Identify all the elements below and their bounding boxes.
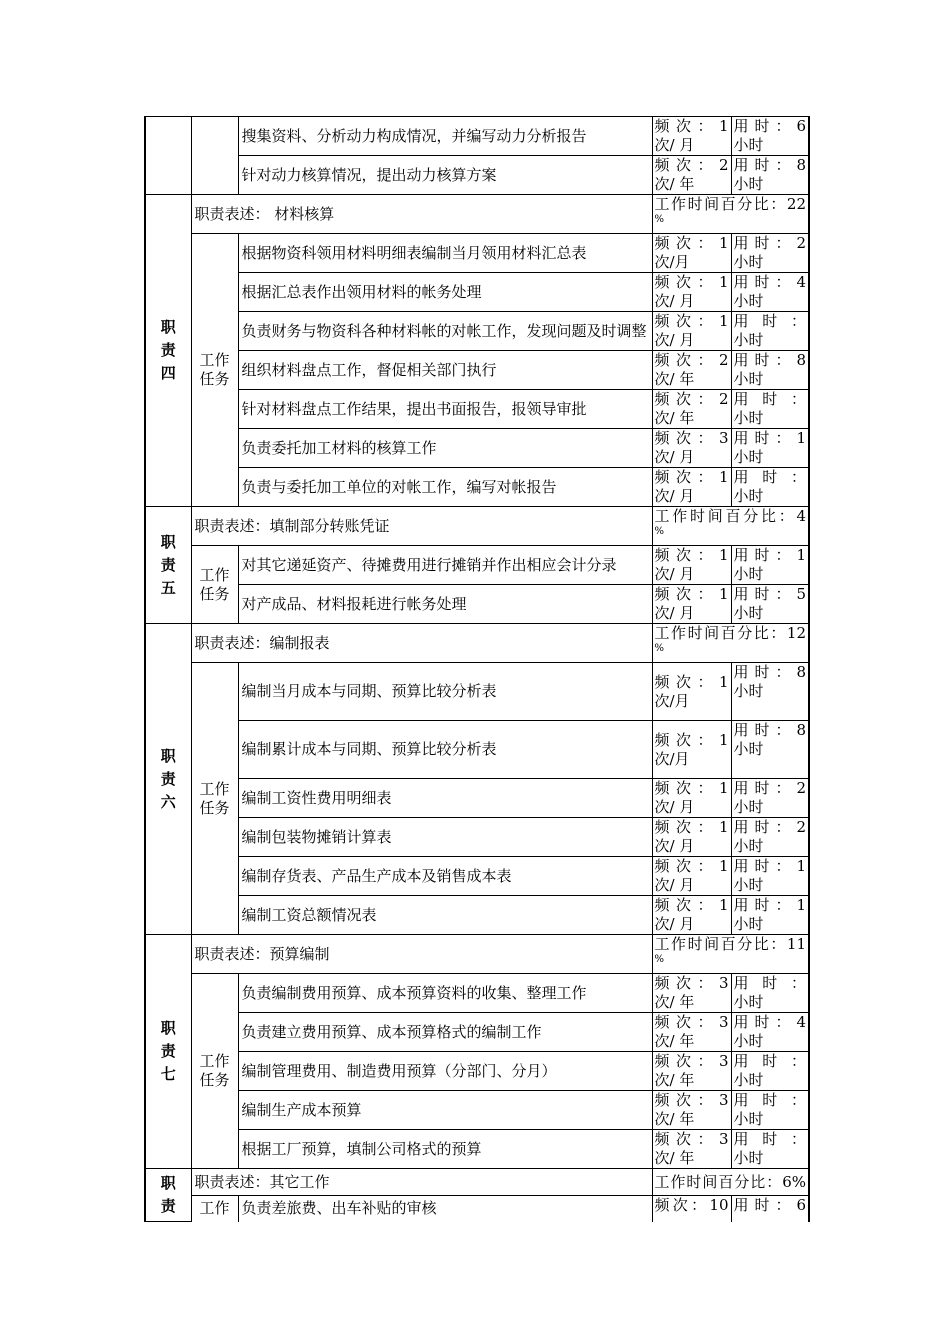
duty-label-char: 责 — [160, 341, 176, 359]
table-row — [145, 273, 809, 312]
table-row — [145, 818, 809, 857]
task-text: 编制工资总额情况表 — [238, 896, 652, 935]
frequency-cell — [652, 312, 731, 351]
frequency-value: 频 次 ： 1 — [654, 730, 729, 749]
time-cell — [731, 117, 809, 156]
frequency-cell — [652, 468, 731, 507]
frequency-unit: 次/ 年 — [654, 1110, 695, 1128]
time-cell — [731, 857, 809, 896]
frequency-unit: 次/ 月 — [654, 565, 695, 583]
frequency-cell — [652, 273, 731, 312]
table-row — [145, 1130, 809, 1169]
frequency-cell — [652, 857, 731, 896]
frequency-value: 频 次 ： 3 — [654, 1130, 729, 1148]
duty-label — [145, 1169, 191, 1222]
task-text: 编制生产成本预算 — [238, 1091, 652, 1130]
frequency-cell — [652, 1130, 731, 1169]
table-row — [145, 351, 809, 390]
table-row — [145, 1091, 809, 1130]
time-cell — [731, 429, 809, 468]
work-task-text: 工作任务 — [199, 565, 230, 603]
frequency-cell — [652, 351, 731, 390]
frequency-unit: 次/ 月 — [654, 136, 695, 154]
frequency-unit: 次/ 月 — [654, 292, 695, 310]
table-row — [145, 156, 809, 195]
frequency-unit: 次/ 月 — [654, 487, 695, 505]
task-text: 编制工资性费用明细表 — [238, 779, 652, 818]
duty-label-char: 职 — [160, 318, 176, 336]
table-row — [145, 429, 809, 468]
frequency-value: 频 次 ： 1 — [654, 896, 729, 914]
frequency-unit: 次/ 月 — [654, 876, 695, 894]
table-row — [145, 1052, 809, 1091]
frequency-cell — [652, 390, 731, 429]
time-cell — [731, 818, 809, 857]
duty-label — [145, 935, 191, 1169]
time-value: 用 时 ： — [733, 1130, 806, 1148]
time-value: 用 时 ： — [733, 390, 806, 408]
time-cell — [731, 234, 809, 273]
frequency-cell — [652, 974, 731, 1013]
time-percentage — [652, 1169, 809, 1196]
time-value: 用 时 ： 1 — [733, 896, 806, 914]
time-percentage-value: 工作时间百分比：12 — [654, 624, 806, 642]
task-text: 编制累计成本与同期、预算比较分析表 — [238, 721, 652, 779]
table-row — [145, 390, 809, 429]
frequency-cell — [652, 663, 731, 721]
time-unit: 小时 — [733, 487, 764, 505]
frequency-unit: 次/月 — [654, 691, 690, 710]
frequency-unit: 次/ 月 — [654, 798, 695, 816]
work-task-text: 工作任务 — [199, 351, 230, 388]
time-unit: 小时 — [733, 565, 764, 583]
time-value: 用 时 ： 4 — [733, 1013, 806, 1031]
duty-table — [144, 116, 810, 1222]
task-text: 针对材料盘点工作结果，提出书面报告，报领导审批 — [238, 390, 652, 429]
task-text: 对其它递延资产、待摊费用进行摊销并作出相应会计分录 — [238, 546, 652, 585]
frequency-cell — [652, 156, 731, 195]
frequency-unit: 次/月 — [654, 253, 690, 271]
frequency-value: 频 次 ： 1 — [654, 546, 729, 564]
task-text: 负责差旅费、出车补贴的审核 — [238, 1196, 652, 1222]
table-row — [145, 546, 809, 585]
frequency-value: 频 次 ： 3 — [654, 974, 729, 992]
duty-label-char: 职 — [160, 532, 176, 551]
duty-label-char: 职 — [160, 746, 176, 765]
duty-label-char: 责 — [160, 555, 176, 574]
frequency-unit: 次/ 年 — [654, 993, 695, 1011]
time-value: 用 时 ： 1 — [733, 429, 806, 447]
task-text: 根据工厂预算，填制公司格式的预算 — [238, 1130, 652, 1169]
task-text: 针对动力核算情况，提出动力核算方案 — [238, 156, 652, 195]
frequency-value: 频 次 ： 1 — [654, 857, 729, 875]
duty-description: 职责表述：预算编制 — [191, 935, 652, 974]
frequency-value: 频 次 ： 1 — [654, 234, 729, 252]
table-row — [145, 312, 809, 351]
frequency-cell — [652, 896, 731, 935]
frequency-cell — [652, 1091, 731, 1130]
time-cell — [731, 974, 809, 1013]
task-text: 负责与委托加工单位的对帐工作，编写对帐报告 — [238, 468, 652, 507]
frequency-value: 频 次 ： 2 — [654, 390, 729, 408]
time-unit: 小时 — [733, 915, 764, 933]
time-percentage-value: 工作时间百分比：22 — [654, 195, 806, 213]
duty-label-char: 四 — [160, 364, 176, 382]
time-percentage — [652, 935, 809, 974]
time-cell — [731, 273, 809, 312]
time-unit: 小时 — [733, 292, 764, 310]
time-cell — [731, 1130, 809, 1169]
time-cell — [731, 896, 809, 935]
time-unit: 小时 — [733, 837, 764, 855]
frequency-unit: 次/ 月 — [654, 331, 695, 349]
table-row — [145, 663, 809, 721]
frequency-cell — [652, 117, 731, 156]
duty-description: 职责表述：其它工作 — [191, 1169, 652, 1196]
time-cell — [731, 351, 809, 390]
task-text: 编制存货表、产品生产成本及销售成本表 — [238, 857, 652, 896]
frequency-unit: 次/ 月 — [654, 837, 695, 855]
time-percentage-value: 工作时间百分比：4 — [654, 507, 806, 525]
duty-description-row — [145, 935, 809, 974]
frequency-unit: 次/ 年 — [654, 370, 695, 388]
time-value: 用 时 ： 1 — [733, 857, 806, 875]
work-task-label — [191, 234, 238, 507]
time-value: 用 时 ： 8 — [733, 351, 806, 369]
frequency-unit: 次/ 月 — [654, 604, 695, 622]
time-cell — [731, 468, 809, 507]
work-task-label — [191, 117, 238, 195]
table-row — [145, 857, 809, 896]
work-task-label: 工作 — [191, 1196, 238, 1222]
task-text: 编制当月成本与同期、预算比较分析表 — [238, 663, 652, 721]
time-cell — [731, 585, 809, 624]
frequency-value: 频 次 ： 1 — [654, 672, 729, 691]
time-percentage-unit: % — [654, 214, 665, 225]
time-cell — [731, 156, 809, 195]
frequency-value: 频 次 ： 3 — [654, 1013, 729, 1031]
time-cell — [731, 1052, 809, 1091]
duty-label-char: 职 — [160, 1019, 176, 1037]
time-cell — [731, 390, 809, 429]
frequency-unit: 次/ 年 — [654, 1071, 695, 1089]
time-value: 用 时 ： 1 — [733, 546, 806, 564]
time-unit: 小时 — [733, 798, 764, 816]
time-value: 用 时 ： 2 — [733, 779, 806, 797]
time-cell — [731, 779, 809, 818]
duty-label-char: 五 — [160, 578, 176, 597]
time-percentage-unit: % — [654, 526, 665, 537]
work-task-label — [191, 546, 238, 624]
time-percentage — [652, 624, 809, 663]
time-value: 用 时 ： 8 — [733, 721, 806, 739]
duty-label-char: 六 — [160, 792, 176, 811]
time-value: 用 时 ： — [733, 468, 806, 486]
time-percentage — [652, 195, 809, 234]
duty-label — [145, 117, 191, 195]
time-value: 用 时 ： — [733, 312, 806, 330]
frequency-value: 频 次 ： 1 — [654, 273, 729, 291]
frequency-cell — [652, 546, 731, 585]
time-unit: 小时 — [733, 253, 764, 271]
frequency-value: 频 次 ： 1 — [654, 312, 729, 330]
table-row — [145, 974, 809, 1013]
time-value: 用 时 ： 5 — [733, 585, 806, 603]
frequency-value: 频 次 ： 3 — [654, 1091, 729, 1109]
frequency-unit: 次/ 年 — [654, 1032, 695, 1050]
table-row — [145, 234, 809, 273]
duty-label — [145, 195, 191, 507]
frequency-unit: 次/ 年 — [654, 409, 695, 427]
frequency-value: 频 次 ： 1 — [654, 779, 729, 797]
time-value: 用 时 ： — [733, 1091, 806, 1109]
time-value: 用 时 ： 8 — [733, 663, 806, 681]
time-percentage-unit: % — [654, 954, 665, 965]
duty-label — [145, 507, 191, 624]
duty-label-char: 职 — [160, 1174, 176, 1192]
frequency-cell — [652, 585, 731, 624]
duty-label-char: 责 — [160, 1042, 176, 1060]
time-unit: 小时 — [733, 740, 764, 758]
time-value: 用 时 ： 2 — [733, 818, 806, 836]
time-unit: 小时 — [733, 1071, 764, 1089]
duty-label-char: 责 — [160, 1197, 176, 1215]
task-text: 负责委托加工材料的核算工作 — [238, 429, 652, 468]
frequency-cell — [652, 1196, 731, 1222]
frequency-unit: 次/ 年 — [654, 1149, 695, 1167]
frequency-value: 频 次 ： 2 — [654, 156, 729, 174]
table-row — [145, 779, 809, 818]
frequency-value: 频 次 ： 2 — [654, 351, 729, 369]
duty-description: 职责表述：填制部分转账凭证 — [191, 507, 652, 546]
task-text: 编制包装物摊销计算表 — [238, 818, 652, 857]
task-text: 根据汇总表作出领用材料的帐务处理 — [238, 273, 652, 312]
task-text: 组织材料盘点工作，督促相关部门执行 — [238, 351, 652, 390]
table-row — [145, 117, 809, 156]
task-text: 负责编制费用预算、成本预算资料的收集、整理工作 — [238, 974, 652, 1013]
task-text: 对产成品、材料报耗进行帐务处理 — [238, 585, 652, 624]
table-row — [145, 1196, 809, 1222]
task-text: 搜集资料、分析动力构成情况，并编写动力分析报告 — [238, 117, 652, 156]
time-unit: 小时 — [733, 1149, 764, 1167]
time-percentage — [652, 507, 809, 546]
duty-label — [145, 624, 191, 935]
duty-description: 职责表述：编制报表 — [191, 624, 652, 663]
duty-description-row — [145, 624, 809, 663]
time-unit: 小时 — [733, 1032, 764, 1050]
time-unit: 小时 — [733, 876, 764, 894]
time-value: 用 时 ： 6 — [733, 117, 806, 135]
time-unit: 小时 — [733, 682, 764, 700]
time-value: 用 时 ： 2 — [733, 234, 806, 252]
work-task-label — [191, 974, 238, 1169]
frequency-value: 频 次 ： 1 — [654, 818, 729, 836]
frequency-unit: 次/ 月 — [654, 448, 695, 466]
duty-description: 职责表述： 材料核算 — [191, 195, 652, 234]
time-percentage-unit: % — [654, 643, 665, 654]
time-value: 用 时 ： 6 — [733, 1196, 806, 1214]
time-value: 用 时 ： — [733, 1052, 806, 1070]
time-unit: 小时 — [733, 175, 764, 193]
time-cell — [731, 312, 809, 351]
time-unit: 小时 — [733, 993, 764, 1011]
frequency-unit: 次/ 月 — [654, 915, 695, 933]
table-row — [145, 585, 809, 624]
time-value: 用 时 ： — [733, 974, 806, 992]
time-cell — [731, 721, 809, 779]
time-unit: 小时 — [733, 370, 764, 388]
frequency-cell — [652, 818, 731, 857]
time-cell — [731, 1091, 809, 1130]
frequency-cell — [652, 779, 731, 818]
duty-description-row — [145, 195, 809, 234]
time-unit: 小时 — [733, 1110, 764, 1128]
frequency-value: 频 次 ： 1 — [654, 585, 729, 603]
duty-description-row — [145, 507, 809, 546]
time-cell — [731, 1196, 809, 1222]
time-unit: 小时 — [733, 136, 764, 154]
frequency-value: 频次：10 — [654, 1196, 729, 1214]
table-row — [145, 468, 809, 507]
time-unit: 小时 — [733, 604, 764, 622]
frequency-cell — [652, 1013, 731, 1052]
frequency-unit: 次/月 — [654, 749, 690, 768]
table-row — [145, 1013, 809, 1052]
work-task-text: 工作任务 — [199, 1052, 230, 1089]
time-value: 用 时 ： 8 — [733, 156, 806, 174]
duty-label-char: 责 — [160, 769, 176, 788]
task-text: 负责财务与物资科各种材料帐的对帐工作，发现问题及时调整 — [238, 312, 652, 351]
frequency-value: 频 次 ： 3 — [654, 1052, 729, 1070]
frequency-value: 频 次 ： 1 — [654, 468, 729, 486]
duty-label-char: 七 — [160, 1065, 176, 1083]
time-percentage-value: 工作时间百分比：6% — [654, 1172, 806, 1191]
frequency-cell — [652, 1052, 731, 1091]
time-cell — [731, 663, 809, 721]
time-unit: 小时 — [733, 409, 764, 427]
time-cell — [731, 1013, 809, 1052]
task-text: 负责建立费用预算、成本预算格式的编制工作 — [238, 1013, 652, 1052]
time-percentage-value: 工作时间百分比：11 — [654, 935, 806, 953]
time-unit: 小时 — [733, 331, 764, 349]
work-task-text: 工作任务 — [199, 779, 230, 817]
time-cell — [731, 546, 809, 585]
table-row — [145, 721, 809, 779]
duty-description-row — [145, 1169, 809, 1196]
time-unit: 小时 — [733, 448, 764, 466]
task-text: 根据物资科领用材料明细表编制当月领用材料汇总表 — [238, 234, 652, 273]
work-task-label — [191, 663, 238, 935]
frequency-cell — [652, 721, 731, 779]
frequency-value: 频 次 ： 1 — [654, 117, 729, 135]
time-value: 用 时 ： 4 — [733, 273, 806, 291]
table-row — [145, 896, 809, 935]
task-text: 编制管理费用、制造费用预算（分部门、分月） — [238, 1052, 652, 1091]
frequency-value: 频 次 ： 3 — [654, 429, 729, 447]
frequency-cell — [652, 234, 731, 273]
frequency-cell — [652, 429, 731, 468]
frequency-unit: 次/ 年 — [654, 175, 695, 193]
